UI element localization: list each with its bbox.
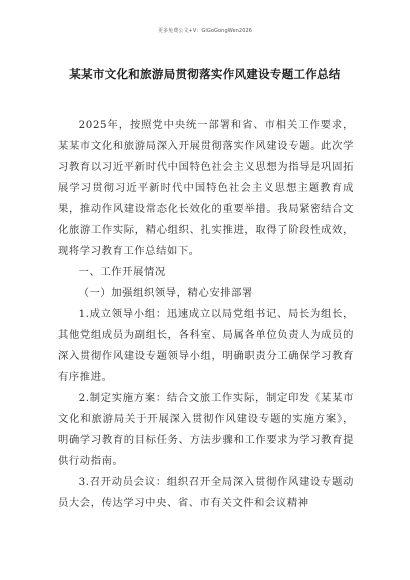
intro-paragraph: 2025年，按照党中央统一部署和省、市相关工作要求，某某市文化和旅游局深入开展贯彻落实作风建设专题。此次学习教育以习近平新时代中国特色社会主义思想为指导是巩固拓展学习贯彻习近平新时代中国特色社会主义思想主题教育成果，推动作风建设常态化长效化的重要举措。我局紧密结合文化旅游工作实际，精心组织、扎实推进，取得了阶段性成效，现将学习教育工作总结如下。 [58,119,354,257]
body-paragraph: 2.制定实施方案：结合文旅工作实际，制定印发《某某市文化和旅游局关于开展深入贯彻作风建设专题的实施方案》，明确学习教育的目标任务、方法步骤和工作要求为学习教育提供行动指南。 [58,392,354,467]
subsection-heading: （一）加强组织领导，精心安排部署 [78,287,253,299]
header-note: 更多免费公文+V：GiGoGongWen2026 [157,28,253,34]
document-body [58,115,354,514]
section-heading: 一、工作开展情况 [78,266,166,278]
document-title: 某某市文化和旅游局贯彻落实作风建设专题工作总结 [69,67,341,81]
body-paragraph: 3.召开动员会议：组织召开全局深入贯彻作风建设专题动员大会，传达学习中央、省、市有关文件和会议精神 [58,476,354,509]
body-paragraph: 1.成立领导小组：迅速成立以局党组书记、局长为组长，其他党组成员为副组长，各科室、局属各单位负责人为成员的深入贯彻作风建设专题领导小组，明确职责分工确保学习教育有序推进。 [58,308,354,383]
